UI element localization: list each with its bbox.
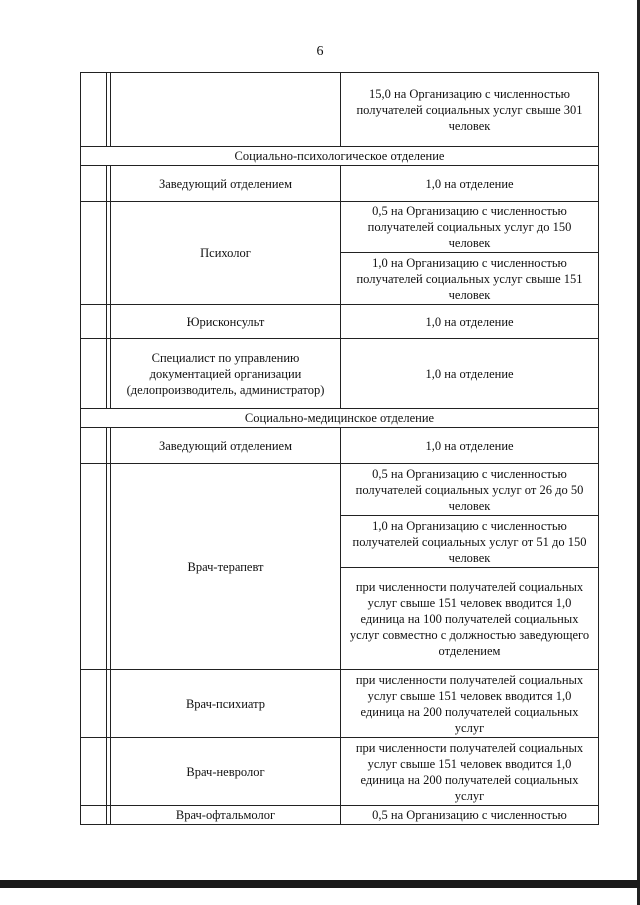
table-row (81, 464, 599, 516)
position-cell: Врач-психиатр (111, 670, 341, 738)
position-cell: Специалист по управлению документацией организации (делопроизводитель, администратор) (111, 339, 341, 409)
section-header-row (81, 409, 599, 428)
table-row (81, 166, 599, 202)
row-number-cell (81, 464, 107, 670)
table-row (81, 670, 599, 738)
row-number-cell (81, 305, 107, 339)
table-row (81, 806, 599, 825)
norm-cell: 1,0 на Организацию с численностью получателей социальных услуг от 51 до 150 человек (341, 516, 599, 568)
norm-cell: 1,0 на Организацию с численностью получателей социальных услуг свыше 151 человек (341, 253, 599, 305)
row-number-cell (81, 166, 107, 202)
row-number-cell (81, 670, 107, 738)
position-cell: Врач-невролог (111, 738, 341, 806)
norm-cell: 0,5 на Организацию с численностью (341, 806, 599, 825)
position-cell: Врач-офтальмолог (111, 806, 341, 825)
scan-edge-bottom (0, 880, 640, 888)
norm-cell: 0,5 на Организацию с численностью получателей социальных услуг до 150 человек (341, 202, 599, 253)
position-cell: Заведующий отделением (111, 428, 341, 464)
table-row (81, 738, 599, 806)
table-row (81, 305, 599, 339)
row-number-cell (81, 73, 107, 147)
position-cell: Психолог (111, 202, 341, 305)
section-header-row (81, 147, 599, 166)
table-row (81, 428, 599, 464)
table-row (81, 73, 599, 147)
position-cell: Врач-терапевт (111, 464, 341, 670)
table-row (81, 339, 599, 409)
norm-cell: 1,0 на отделение (341, 339, 599, 409)
position-cell: Юрисконсульт (111, 305, 341, 339)
row-number-cell (81, 806, 107, 825)
section-title-med: Социально-медицинское отделение (81, 409, 599, 428)
norm-cell: 1,0 на отделение (341, 166, 599, 202)
position-cell (111, 73, 341, 147)
norm-cell: при численности получателей социальных услуг свыше 151 человек вводится 1,0 единица на 200 получателей социальных услуг (341, 670, 599, 738)
norm-cell: при численности получателей социальных услуг свыше 151 человек вводится 1,0 единица на 200 получателей социальных услуг (341, 738, 599, 806)
staffing-table (80, 72, 599, 825)
row-number-cell (81, 738, 107, 806)
norm-cell: 1,0 на отделение (341, 305, 599, 339)
norm-cell: 0,5 на Организацию с численностью получателей социальных услуг от 26 до 50 человек (341, 464, 599, 516)
norm-cell: 1,0 на отделение (341, 428, 599, 464)
norm-cell: при численности получателей социальных услуг свыше 151 человек вводится 1,0 единица на 100 получателей социальных услуг совместно с должностью заведующего отделением (341, 568, 599, 670)
row-number-cell (81, 202, 107, 305)
row-number-cell (81, 339, 107, 409)
row-number-cell (81, 428, 107, 464)
norm-cell: 15,0 на Организацию с численностью получателей социальных услуг свыше 301 человек (341, 73, 599, 147)
page-number: 6 (316, 44, 324, 59)
section-title-psych: Социально-психологическое отделение (81, 147, 599, 166)
table-row (81, 202, 599, 253)
position-cell: Заведующий отделением (111, 166, 341, 202)
